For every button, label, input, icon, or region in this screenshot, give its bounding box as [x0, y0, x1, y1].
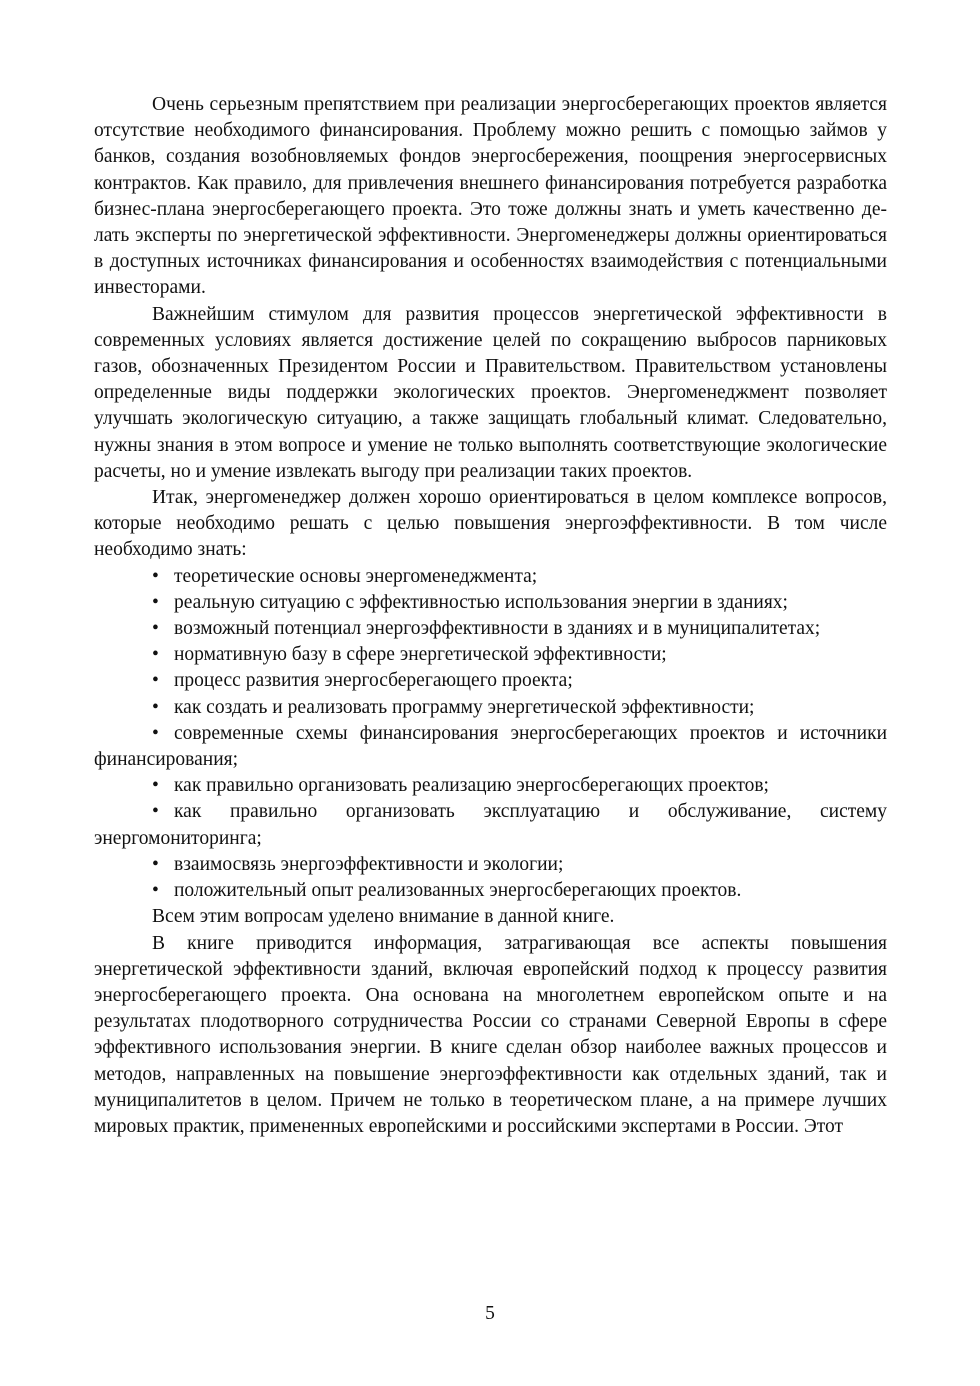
bullet-item	[94, 668, 887, 694]
bullet-text: возможный потенциал энергоэффективности в зданиях и в муниципалитетах;	[174, 618, 821, 640]
bullet-icon: •	[152, 775, 159, 797]
bullet-text: теоретические основы энергоменеджмента;	[174, 565, 538, 587]
bullet-item	[94, 695, 887, 721]
bullet-text: как создать и реализовать программу энергетической эффективности;	[174, 696, 755, 718]
paragraph-financing: Очень серьезным препятствием при реализации энергосберегающих проектов является отсутствие необходимого финансирования. Проблему можно решить с помощью займов у банков, создания возобновляемых фондов энергосбережения, поощрения энергосервисных контрактов. Как правило, для привлечения внешнего финансирования потребуется разработка бизнес-плана энергосберегающего проекта. Это тоже должны знать и уметь качественно делать эксперты по энергетической эффективности. Энергоменеджеры должны ориентироваться в доступных источниках финансирования и особенностях взаимодействия с потенциальными инвесторами.	[94, 94, 887, 299]
bullet-text: нормативную базу в сфере энергетической эффективности;	[174, 644, 667, 666]
bullet-text: как правильно организовать реализацию энергосберегающих проектов;	[174, 775, 769, 797]
bullet-item	[94, 616, 887, 642]
bullet-text: взаимосвязь энергоэффективности и экологии;	[174, 853, 564, 875]
bullet-icon: •	[152, 696, 159, 718]
bullet-text: как правильно организовать эксплуатацию и обслуживание, систему энергомониторинга;	[94, 801, 887, 849]
bullet-item	[94, 721, 887, 773]
bullet-item	[94, 799, 887, 851]
bullet-text: реальную ситуацию с эффективностью использования энергии в зданиях;	[174, 591, 788, 613]
bullet-icon: •	[152, 644, 159, 666]
bullet-item	[94, 590, 887, 616]
bullet-text: процесс развития энергосберегающего проекта;	[174, 670, 573, 692]
bullet-icon: •	[152, 670, 159, 692]
bullet-item	[94, 642, 887, 668]
bullet-icon: •	[152, 801, 159, 823]
bullet-text: положительный опыт реализованных энергосберегающих проектов.	[174, 880, 742, 902]
body-text	[94, 92, 887, 1140]
bullet-icon: •	[152, 853, 159, 875]
bullet-item	[94, 852, 887, 878]
bullet-text: современные схемы финансирования энергосберегающих проектов и источники финансирования;	[94, 722, 887, 771]
bullet-item	[94, 564, 887, 590]
bullet-item	[94, 878, 887, 904]
paragraph-book-info: В книге приводится информация, затрагивающая все аспекты повышения энергетической эффективности зданий, включая европейский подход к процессу развития энергосберегающего проекта. Она основана на многолетнем европейском опыте и на результатах плодотворного сотрудничества России со странами Северной Европы в сфере эффективного использования энергии. В книге сделан обзор наиболее важных процессов и методов, направленных на повышение энергоэффективности как отдельных зданий, так и муниципалитетов в целом. Причем не только в теоретическом плане, а на примере лучших мировых практик, примененных европейскими и российскими экспертами в России. Этот	[94, 932, 887, 1137]
bullet-icon: •	[152, 722, 159, 744]
page-number: 5	[485, 1303, 495, 1324]
paragraph-stimulus: Важнейшим стимулом для развития процессов энергетической эффективности в современных условиях является достижение целей по сокращению выбросов парниковых газов, обозначенных Президентом России и Правительством. Правительством установлены определенные виды поддержки экологических проектов. Энергоменеджмент позволяет улучшать экологическую ситуацию, а также защищать глобальный климат. Следовательно, нужны знания в этом вопросе и умение не только выполнять соответствующие экологические расчеты, но и умение извлекать выгоду при реализации таких проектов.	[94, 303, 887, 482]
paragraph-summary: Всем этим вопросам уделено внимание в данной книге.	[152, 906, 615, 928]
bullet-item	[94, 773, 887, 799]
paragraph-intro-list: Итак, энергоменеджер должен хорошо ориентироваться в целом комплексе вопросов, которые необходимо решать с целью повышения энергоэффективности. В том числе необходимо знать:	[94, 487, 887, 561]
bullet-icon: •	[152, 591, 159, 613]
bullet-icon: •	[152, 618, 159, 640]
bullet-icon: •	[152, 880, 159, 902]
bullet-icon: •	[152, 565, 159, 587]
